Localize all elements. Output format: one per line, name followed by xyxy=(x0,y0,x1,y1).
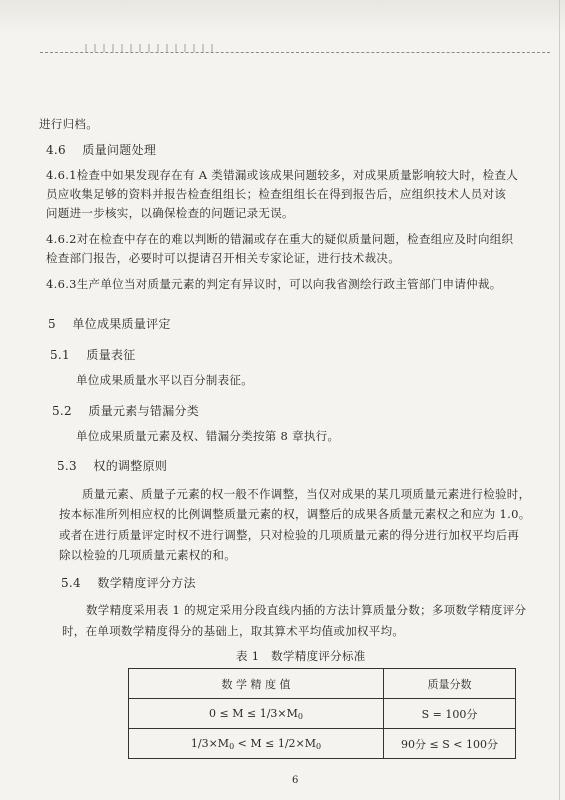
table-header-cell: 质量分数 xyxy=(384,669,516,699)
table-cell xyxy=(129,729,384,759)
subscript: 0 xyxy=(229,741,235,751)
table-caption: 表 1 数学精度评分标准 xyxy=(236,649,366,663)
section-heading: 5.1 质量表征 xyxy=(50,348,136,362)
margin-line xyxy=(559,0,560,800)
text-line: 单位成果质量水平以百分制表征。 xyxy=(76,373,253,387)
text-line: 按本标准所列相应权的比例调整质量元素的权，调整后的成果各质量元素权之和应为 1.0。 xyxy=(59,507,531,521)
header-rule xyxy=(40,52,550,53)
range-text: 1/3×M xyxy=(190,736,230,750)
precision-score-table xyxy=(128,668,516,759)
text-line: 进行归档。 xyxy=(39,117,98,131)
text-line: 员应收集足够的资料并报告检查组组长；检查组组长在得到报告后，应组织技术人员对该 xyxy=(46,187,507,201)
table-header-cell: 数 学 精 度 值 xyxy=(129,669,384,699)
text-line: 单位成果质量元素及权、错漏分类按第 8 章执行。 xyxy=(76,429,340,443)
table-header-row xyxy=(129,669,516,699)
table-cell: 90分 ≤ S < 100分 xyxy=(384,729,516,759)
section-heading: 5.3 权的调整原则 xyxy=(57,459,168,473)
section-heading: 4.6 质量问题处理 xyxy=(46,143,157,157)
section-heading: 5.2 质量元素与错漏分类 xyxy=(52,404,200,418)
range-text: 0 ≤ M ≤ 1/3×M xyxy=(209,706,298,720)
text-line: 或者在进行质量评定时权不进行调整，只对检验的几项质量元素的得分进行加权平均后再 xyxy=(59,528,520,542)
table-cell xyxy=(129,699,384,729)
table-row xyxy=(129,729,516,759)
page-number: 6 xyxy=(292,775,299,786)
range-text: < M ≤ 1/2×M xyxy=(234,736,317,750)
text-line: 检查部门报告，必要时可以提请召开相关专家论证，进行技术裁决。 xyxy=(46,251,400,265)
table-cell: S = 100分 xyxy=(384,699,516,729)
text-line: 4.6.1检查中如果发现存在有 A 类错漏或该成果问题较多，对成果质量影响较大时，检查人 xyxy=(46,168,519,182)
text-line: 质量元素、质量子元素的权一般不作调整，当仅对成果的某几项质量元素进行检验时， xyxy=(82,487,531,501)
text-line: 除以检验的几项质量元素权的和。 xyxy=(59,548,236,562)
table-row xyxy=(129,699,516,729)
section-heading: 5 单位成果质量评定 xyxy=(48,317,171,331)
header-noise xyxy=(85,44,215,52)
subscript: 0 xyxy=(297,711,303,721)
text-line: 问题进一步核实，以确保检查的问题记录无误。 xyxy=(46,206,294,220)
subscript: 0 xyxy=(316,741,322,751)
scan-shadow xyxy=(0,0,565,70)
text-line: 4.6.2对在检查中存在的难以判断的错漏或存在重大的疑似质量问题，检查组应及时向组织 xyxy=(46,232,514,246)
text-line: 时，在单项数学精度得分的基础上，取其算术平均值或加权平均。 xyxy=(62,624,405,638)
text-line: 4.6.3生产单位当对质量元素的判定有异议时，可以向我省测绘行政主管部门申请仲裁。 xyxy=(46,277,502,291)
section-heading: 5.4 数学精度评分方法 xyxy=(61,576,196,590)
text-line: 数学精度采用表 1 的规定采用分段直线内插的方法计算质量分数；多项数学精度评分 xyxy=(86,603,527,617)
